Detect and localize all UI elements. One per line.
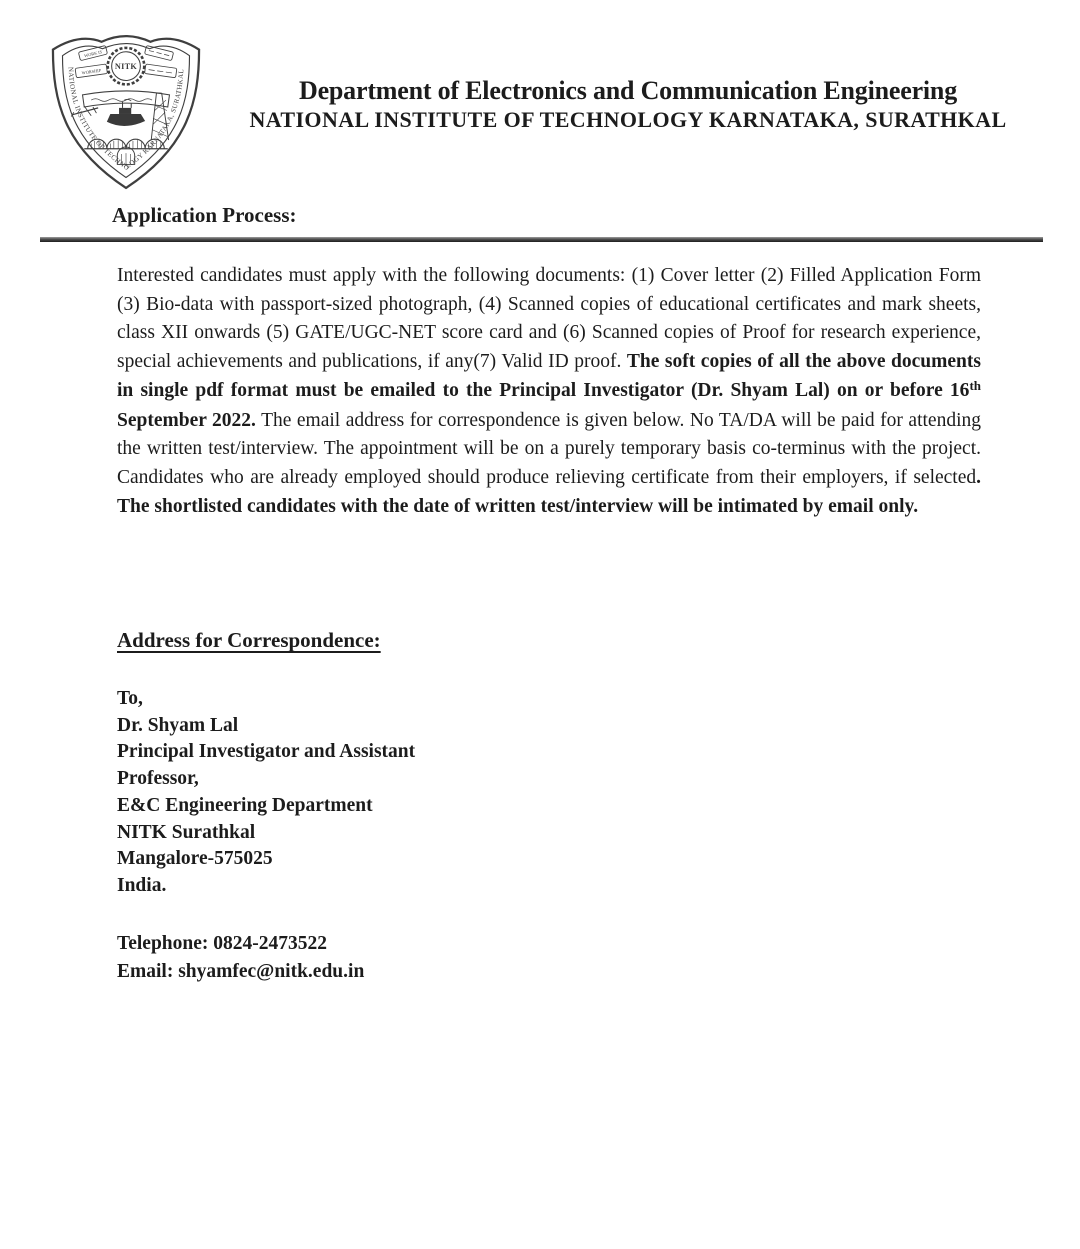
para-regular-2: The email address for correspondence is given below. No TA/DA will be paid for attending the written test/interview. The appointment will be on a purely temporary basis co-terminus with the project. Candidates who are already employed should produce relieving certificate from their employers, if selected bbox=[117, 409, 981, 488]
email-line: Email: shyamfec@nitk.edu.in bbox=[117, 960, 365, 982]
para-bold-deadline: The soft copies of all the above documents in single pdf format must be emailed to the Principal Investigator (Dr. Shyam Lal) on or before 16 bbox=[117, 351, 981, 401]
address-line: India. bbox=[117, 874, 167, 896]
svg-text:WORSHIP: WORSHIP bbox=[81, 67, 102, 76]
crest-border-text: NATIONAL INSTITUTE OF TECHNOLOGY KARNATAKA, SURATHKAL bbox=[66, 66, 186, 173]
address-block bbox=[117, 686, 415, 900]
motto-script bbox=[91, 99, 152, 102]
address-line: Professor, bbox=[117, 768, 199, 790]
address-line: Dr. Shyam Lal bbox=[117, 714, 239, 736]
application-process-heading: Application Process: bbox=[112, 203, 297, 227]
address-heading: Address for Correspondence: bbox=[117, 628, 381, 652]
nitk-crest-logo bbox=[38, 27, 214, 194]
address-line: NITK Surathkal bbox=[117, 821, 256, 843]
address-line: E&C Engineering Department bbox=[117, 794, 373, 816]
para-regular-1: Interested candidates must apply with the following documents: (1) Cover letter (2) Filled Application Form (3) Bio-data with passport-sized photograph, (4) Scanned copies of educational certificates and mark sheets, class XII onwards (5) GATE/UGC-NET score card and (6) Scanned copies of Proof for research experience, special achievements and publications, if any(7) Valid ID proof. bbox=[117, 265, 981, 373]
contact-block bbox=[117, 930, 364, 985]
para-bold-date: September 2022. bbox=[117, 409, 256, 431]
address-line: To, bbox=[117, 688, 143, 709]
institute-title: NATIONAL INSTITUTE OF TECHNOLOGY KARNATAKA, SURATHKAL bbox=[249, 107, 1007, 132]
ordinal-superscript: th bbox=[969, 377, 981, 393]
address-line: Principal Investigator and Assistant bbox=[117, 741, 416, 763]
horizontal-rule bbox=[40, 237, 1043, 242]
letterhead bbox=[222, 76, 1034, 133]
department-title: Department of Electronics and Communication Engineering bbox=[299, 76, 957, 105]
telephone-line: Telephone: 0824-2473522 bbox=[117, 933, 327, 954]
para-bold-shortlist: . The shortlisted candidates with the date of written test/interview will be intimated by email only. bbox=[117, 466, 981, 517]
nitk-monogram: NITK bbox=[114, 62, 138, 72]
ribbon-right-bottom bbox=[145, 64, 177, 78]
svg-text:WORK IS: WORK IS bbox=[83, 49, 103, 59]
application-process-paragraph bbox=[117, 262, 981, 521]
address-line: Mangalore-575025 bbox=[117, 848, 273, 870]
